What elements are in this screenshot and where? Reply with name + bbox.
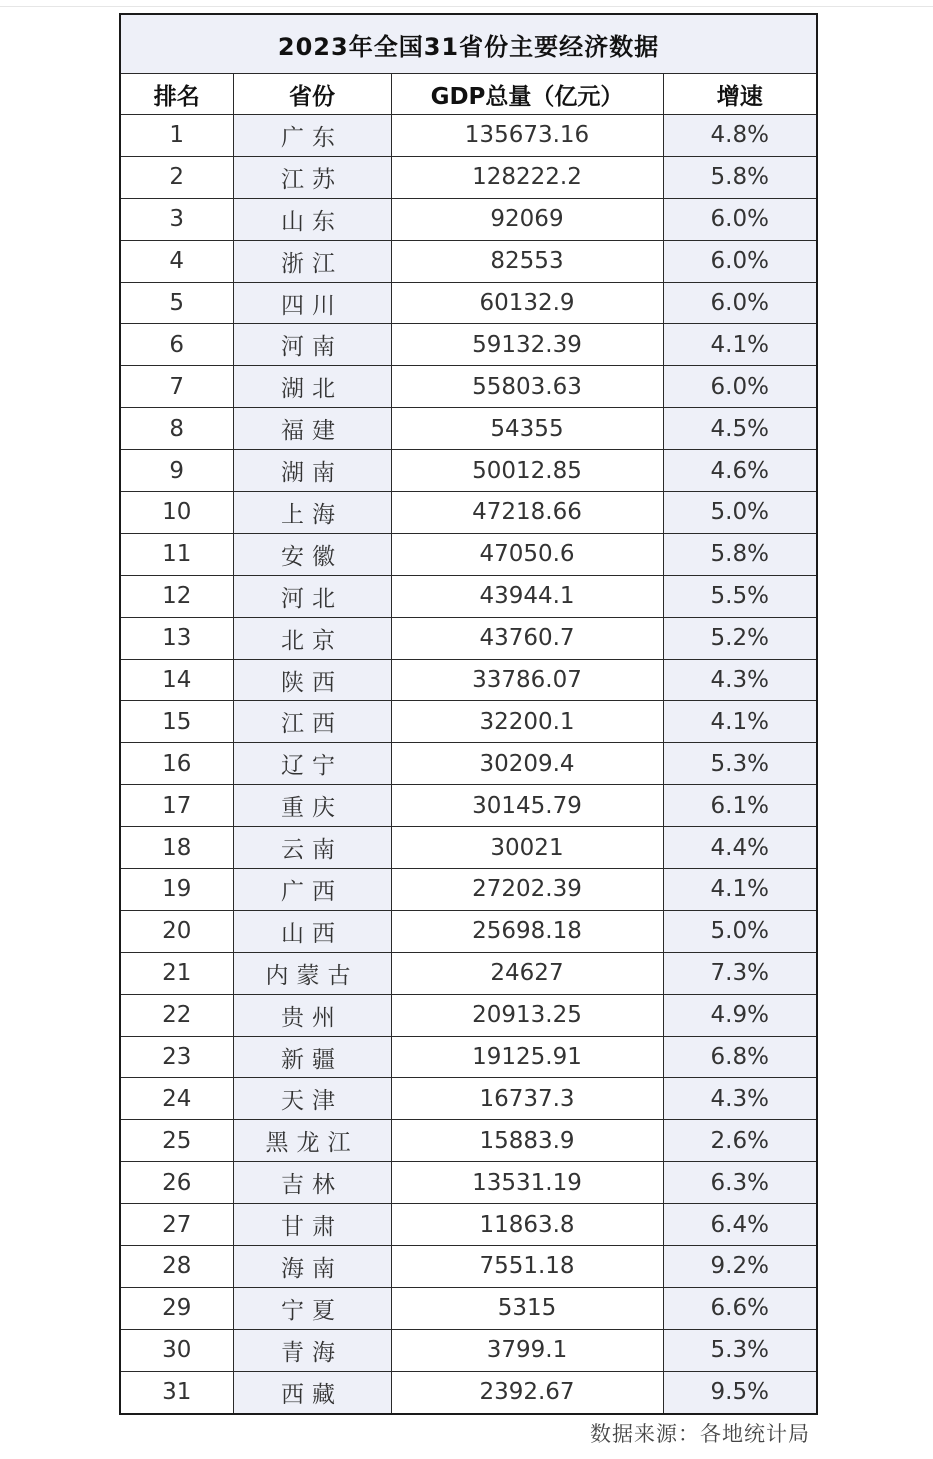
cell-growth: 2.6% [663, 1120, 817, 1162]
cell-rank: 12 [120, 575, 233, 617]
cell-rank: 9 [120, 450, 233, 492]
cell-gdp: 43760.7 [391, 617, 663, 659]
cell-gdp: 50012.85 [391, 450, 663, 492]
header-growth: 增速 [663, 74, 817, 115]
cell-rank: 3 [120, 198, 233, 240]
cell-province: 湖南 [233, 450, 391, 492]
cell-gdp: 5315 [391, 1287, 663, 1329]
source-note: 数据来源：各地统计局 [590, 1422, 810, 1446]
cell-rank: 18 [120, 827, 233, 869]
table-row [120, 450, 817, 492]
cell-gdp: 25698.18 [391, 910, 663, 952]
cell-province: 山西 [233, 910, 391, 952]
cell-province: 江西 [233, 701, 391, 743]
cell-growth: 4.1% [663, 701, 817, 743]
cell-province: 陕西 [233, 659, 391, 701]
cell-growth: 5.0% [663, 492, 817, 534]
table-row [120, 1036, 817, 1078]
cell-gdp: 33786.07 [391, 659, 663, 701]
cell-rank: 6 [120, 324, 233, 366]
cell-rank: 17 [120, 785, 233, 827]
cell-growth: 6.4% [663, 1204, 817, 1246]
table-row [120, 1246, 817, 1288]
cell-growth: 5.8% [663, 533, 817, 575]
cell-growth: 6.8% [663, 1036, 817, 1078]
cell-rank: 31 [120, 1371, 233, 1413]
table-row [120, 408, 817, 450]
cell-rank: 7 [120, 366, 233, 408]
cell-province: 江苏 [233, 156, 391, 198]
cell-province: 重庆 [233, 785, 391, 827]
cell-gdp: 135673.16 [391, 115, 663, 157]
table-row [120, 1287, 817, 1329]
cell-province: 吉林 [233, 1162, 391, 1204]
cell-growth: 4.8% [663, 115, 817, 157]
cell-province: 山东 [233, 198, 391, 240]
cell-rank: 14 [120, 659, 233, 701]
header-rank: 排名 [120, 74, 233, 115]
table-row [120, 115, 817, 157]
table-row [120, 1162, 817, 1204]
cell-growth: 6.0% [663, 240, 817, 282]
cell-growth: 5.5% [663, 575, 817, 617]
cell-gdp: 13531.19 [391, 1162, 663, 1204]
cell-growth: 6.1% [663, 785, 817, 827]
cell-rank: 28 [120, 1246, 233, 1288]
cell-growth: 4.9% [663, 994, 817, 1036]
cell-growth: 6.0% [663, 282, 817, 324]
cell-growth: 5.2% [663, 617, 817, 659]
cell-province: 上海 [233, 492, 391, 534]
cell-province: 宁夏 [233, 1287, 391, 1329]
header-province: 省份 [233, 74, 391, 115]
cell-gdp: 43944.1 [391, 575, 663, 617]
cell-province: 湖北 [233, 366, 391, 408]
top-divider [0, 6, 933, 7]
cell-gdp: 30209.4 [391, 743, 663, 785]
cell-rank: 13 [120, 617, 233, 659]
cell-province: 内蒙古 [233, 952, 391, 994]
header-gdp: GDP总量（亿元） [391, 74, 663, 115]
cell-province: 青海 [233, 1329, 391, 1371]
cell-province: 广东 [233, 115, 391, 157]
table-body [120, 115, 817, 1414]
cell-growth: 5.8% [663, 156, 817, 198]
cell-gdp: 24627 [391, 952, 663, 994]
cell-growth: 6.3% [663, 1162, 817, 1204]
cell-gdp: 92069 [391, 198, 663, 240]
cell-gdp: 32200.1 [391, 701, 663, 743]
cell-rank: 29 [120, 1287, 233, 1329]
cell-gdp: 11863.8 [391, 1204, 663, 1246]
cell-province: 北京 [233, 617, 391, 659]
cell-growth: 5.3% [663, 743, 817, 785]
cell-province: 黑龙江 [233, 1120, 391, 1162]
cell-rank: 30 [120, 1329, 233, 1371]
cell-rank: 2 [120, 156, 233, 198]
table-row [120, 240, 817, 282]
cell-province: 贵州 [233, 994, 391, 1036]
cell-gdp: 30145.79 [391, 785, 663, 827]
cell-gdp: 60132.9 [391, 282, 663, 324]
cell-province: 河南 [233, 324, 391, 366]
cell-growth: 6.0% [663, 198, 817, 240]
cell-growth: 7.3% [663, 952, 817, 994]
cell-rank: 20 [120, 910, 233, 952]
table-row [120, 910, 817, 952]
cell-gdp: 3799.1 [391, 1329, 663, 1371]
cell-province: 海南 [233, 1246, 391, 1288]
cell-rank: 25 [120, 1120, 233, 1162]
cell-growth: 5.0% [663, 910, 817, 952]
cell-gdp: 59132.39 [391, 324, 663, 366]
table-row [120, 1204, 817, 1246]
table-row [120, 869, 817, 911]
table-row [120, 324, 817, 366]
cell-province: 新疆 [233, 1036, 391, 1078]
cell-gdp: 82553 [391, 240, 663, 282]
cell-growth: 4.3% [663, 1078, 817, 1120]
cell-province: 浙江 [233, 240, 391, 282]
cell-province: 四川 [233, 282, 391, 324]
cell-rank: 19 [120, 869, 233, 911]
cell-province: 河北 [233, 575, 391, 617]
cell-growth: 4.5% [663, 408, 817, 450]
table-row [120, 575, 817, 617]
cell-gdp: 47218.66 [391, 492, 663, 534]
cell-rank: 1 [120, 115, 233, 157]
cell-growth: 9.2% [663, 1246, 817, 1288]
cell-rank: 15 [120, 701, 233, 743]
cell-province: 云南 [233, 827, 391, 869]
cell-province: 西藏 [233, 1371, 391, 1413]
cell-growth: 4.1% [663, 869, 817, 911]
cell-gdp: 128222.2 [391, 156, 663, 198]
table-row [120, 198, 817, 240]
table-row [120, 492, 817, 534]
cell-growth: 6.6% [663, 1287, 817, 1329]
cell-province: 天津 [233, 1078, 391, 1120]
cell-gdp: 30021 [391, 827, 663, 869]
table-row [120, 659, 817, 701]
table-row [120, 994, 817, 1036]
cell-rank: 21 [120, 952, 233, 994]
cell-rank: 10 [120, 492, 233, 534]
cell-gdp: 19125.91 [391, 1036, 663, 1078]
cell-rank: 5 [120, 282, 233, 324]
cell-gdp: 27202.39 [391, 869, 663, 911]
cell-gdp: 54355 [391, 408, 663, 450]
cell-gdp: 47050.6 [391, 533, 663, 575]
table-row [120, 156, 817, 198]
table-row [120, 785, 817, 827]
cell-province: 辽宁 [233, 743, 391, 785]
table-row [120, 827, 817, 869]
table-row [120, 282, 817, 324]
table-row [120, 366, 817, 408]
cell-growth: 4.4% [663, 827, 817, 869]
table-row [120, 952, 817, 994]
table-title: 2023年全国31省份主要经济数据 [120, 14, 817, 74]
table-row [120, 533, 817, 575]
cell-growth: 4.1% [663, 324, 817, 366]
table-row [120, 1120, 817, 1162]
cell-province: 甘肃 [233, 1204, 391, 1246]
cell-rank: 24 [120, 1078, 233, 1120]
table-row [120, 617, 817, 659]
gdp-table [119, 13, 818, 1415]
cell-rank: 27 [120, 1204, 233, 1246]
cell-province: 安徽 [233, 533, 391, 575]
cell-growth: 6.0% [663, 366, 817, 408]
cell-rank: 4 [120, 240, 233, 282]
cell-gdp: 20913.25 [391, 994, 663, 1036]
cell-gdp: 15883.9 [391, 1120, 663, 1162]
table-row [120, 1078, 817, 1120]
cell-gdp: 16737.3 [391, 1078, 663, 1120]
table-row [120, 743, 817, 785]
cell-growth: 4.6% [663, 450, 817, 492]
cell-rank: 23 [120, 1036, 233, 1078]
cell-rank: 11 [120, 533, 233, 575]
cell-province: 广西 [233, 869, 391, 911]
table-row [120, 701, 817, 743]
cell-growth: 9.5% [663, 1371, 817, 1413]
cell-gdp: 2392.67 [391, 1371, 663, 1413]
cell-rank: 22 [120, 994, 233, 1036]
table-row [120, 1329, 817, 1371]
cell-rank: 26 [120, 1162, 233, 1204]
cell-growth: 5.3% [663, 1329, 817, 1371]
cell-rank: 16 [120, 743, 233, 785]
cell-province: 福建 [233, 408, 391, 450]
gdp-table-container [119, 13, 816, 1415]
cell-gdp: 7551.18 [391, 1246, 663, 1288]
table-row [120, 1371, 817, 1413]
cell-gdp: 55803.63 [391, 366, 663, 408]
cell-rank: 8 [120, 408, 233, 450]
cell-growth: 4.3% [663, 659, 817, 701]
